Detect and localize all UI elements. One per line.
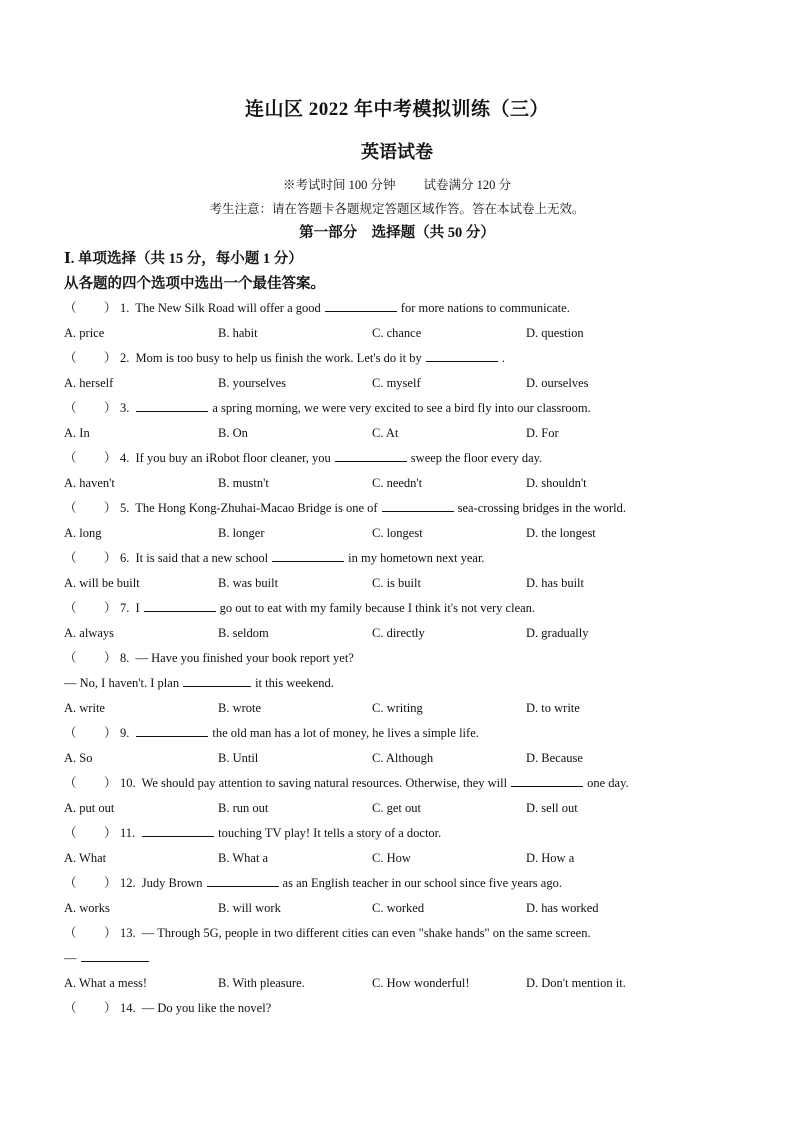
- answer-option[interactable]: C. directly: [372, 626, 425, 640]
- paren-open: （: [64, 451, 77, 465]
- paren-open: （: [64, 601, 77, 615]
- answer-option[interactable]: A. What: [64, 851, 107, 865]
- option-row: [64, 698, 744, 723]
- question-number: 8.: [120, 651, 130, 665]
- paren-open: （: [64, 651, 77, 665]
- answer-option[interactable]: A. will be built: [64, 576, 140, 590]
- answer-paren[interactable]: [64, 348, 120, 368]
- question-number: 2.: [120, 351, 130, 365]
- question-text: sweep the floor every day.: [410, 451, 543, 465]
- answer-option[interactable]: D. shouldn't: [526, 476, 587, 490]
- answer-option[interactable]: C. myself: [372, 376, 421, 390]
- answer-option[interactable]: D. For: [526, 426, 559, 440]
- answer-paren[interactable]: [64, 498, 120, 518]
- option-row: [64, 973, 744, 998]
- section-heading: Ⅰ. 单项选择（共 15 分，每小题 1 分）: [64, 251, 303, 267]
- answer-option[interactable]: D. has built: [526, 576, 584, 590]
- exam-score: 试卷满分 120 分: [423, 178, 512, 192]
- answer-option[interactable]: C. get out: [372, 801, 421, 815]
- paren-open: （: [64, 301, 77, 315]
- paren-close: ）: [104, 651, 117, 665]
- exam-title: 连山区 2022 年中考模拟训练（三）: [244, 99, 549, 120]
- question-stem: [64, 998, 744, 1023]
- answer-option[interactable]: C. longest: [372, 526, 423, 540]
- answer-option[interactable]: B. On: [218, 426, 248, 440]
- question-number: 10.: [120, 776, 136, 790]
- answer-paren[interactable]: [64, 448, 120, 468]
- answer-option[interactable]: D. ourselves: [526, 376, 589, 390]
- answer-option[interactable]: C. How: [372, 851, 411, 865]
- dialog-text: —: [64, 951, 77, 965]
- question-text: Judy Brown: [138, 876, 203, 890]
- question-text: the old man has a lot of money, he lives a simple life.: [212, 726, 479, 740]
- answer-option[interactable]: B. habit: [218, 326, 258, 340]
- answer-option[interactable]: B. will work: [218, 901, 281, 915]
- paren-open: （: [64, 776, 77, 790]
- paren-close: ）: [104, 601, 117, 615]
- answer-option[interactable]: B. What a: [218, 851, 269, 865]
- answer-option[interactable]: C. worked: [372, 901, 425, 915]
- answer-paren[interactable]: [64, 598, 120, 618]
- question-number: 3.: [120, 401, 130, 415]
- answer-option[interactable]: B. seldom: [218, 626, 269, 640]
- dialog-text: — No, I haven't. I plan: [64, 676, 180, 690]
- answer-option[interactable]: A. What a mess!: [64, 976, 148, 990]
- question-text: .: [501, 351, 505, 365]
- answer-option[interactable]: A. put out: [64, 801, 115, 815]
- exam-info: [0, 175, 794, 193]
- option-row: [64, 373, 744, 398]
- question-text: — Have you finished your book report yet?: [132, 651, 354, 665]
- question-stem: [64, 448, 744, 473]
- question-number: 14.: [120, 1001, 136, 1015]
- answer-option[interactable]: D. sell out: [526, 801, 578, 815]
- paren-open: （: [64, 351, 77, 365]
- answer-option[interactable]: B. longer: [218, 526, 265, 540]
- option-row: [64, 473, 744, 498]
- answer-option[interactable]: D. Because: [526, 751, 583, 765]
- answer-option[interactable]: D. How a: [526, 851, 575, 865]
- option-row: [64, 323, 744, 348]
- paren-open: （: [64, 1001, 77, 1015]
- answer-blank[interactable]: [272, 548, 344, 562]
- answer-paren[interactable]: [64, 823, 120, 843]
- exam-time: ※考试时间 100 分钟: [282, 178, 396, 192]
- question-number: 6.: [120, 551, 130, 565]
- question-text: as an English teacher in our school since five years ago.: [282, 876, 562, 890]
- paren-close: ）: [104, 726, 117, 740]
- paren-open: （: [64, 401, 77, 415]
- question-number: 1.: [120, 301, 130, 315]
- paren-open: （: [64, 501, 77, 515]
- question-number: 9.: [120, 726, 130, 740]
- question-text: sea-crossing bridges in the world.: [457, 501, 626, 515]
- answer-blank[interactable]: [325, 298, 397, 312]
- answer-blank[interactable]: [183, 673, 251, 687]
- option-row: [64, 798, 744, 823]
- question-text: The New Silk Road will offer a good: [132, 301, 321, 315]
- question-stem: [64, 923, 744, 948]
- question-number: 13.: [120, 926, 136, 940]
- option-row: [64, 623, 744, 648]
- question-text: in my hometown next year.: [348, 551, 485, 565]
- question-text: touching TV play! It tells a story of a doctor.: [218, 826, 442, 840]
- option-row: [64, 523, 744, 548]
- question-text: I: [132, 601, 140, 615]
- answer-option[interactable]: A. In: [64, 426, 90, 440]
- paren-open: （: [64, 926, 77, 940]
- question-stem: [64, 723, 744, 748]
- answer-option[interactable]: A. price: [64, 326, 105, 340]
- question-dialog: [64, 948, 744, 973]
- dialog-text: it this weekend.: [255, 676, 334, 690]
- answer-option[interactable]: B. wrote: [218, 701, 262, 715]
- paren-close: ）: [104, 1001, 117, 1015]
- question-number: 5.: [120, 501, 130, 515]
- question-number: 4.: [120, 451, 130, 465]
- paren-close: ）: [104, 351, 117, 365]
- option-row: [64, 898, 744, 923]
- paren-open: （: [64, 726, 77, 740]
- answer-blank[interactable]: [81, 948, 149, 962]
- question-stem: [64, 548, 744, 573]
- paren-open: （: [64, 551, 77, 565]
- answer-option[interactable]: D. question: [526, 326, 584, 340]
- question-text: go out to eat with my family because I think it's not very clean.: [219, 601, 536, 615]
- paren-close: ）: [104, 451, 117, 465]
- option-row: [64, 848, 744, 873]
- answer-option[interactable]: A. works: [64, 901, 110, 915]
- question-dialog: [64, 673, 744, 698]
- answer-paren[interactable]: [64, 548, 120, 568]
- answer-option[interactable]: B. was built: [218, 576, 279, 590]
- paren-open: （: [64, 826, 77, 840]
- question-number: 12.: [120, 876, 136, 890]
- question-number: 7.: [120, 601, 130, 615]
- answer-option[interactable]: C. chance: [372, 326, 422, 340]
- section-instruction: 从各题的四个选项中选出一个最佳答案。: [64, 276, 325, 292]
- answer-option[interactable]: A. herself: [64, 376, 114, 390]
- answer-option[interactable]: A. haven't: [64, 476, 115, 490]
- answer-option[interactable]: A. always: [64, 626, 114, 640]
- paren-close: ）: [104, 876, 117, 890]
- question-text: It is said that a new school: [132, 551, 269, 565]
- question-text: a spring morning, we were very excited to see a bird fly into our classroom.: [212, 401, 591, 415]
- answer-option[interactable]: C. writing: [372, 701, 423, 715]
- answer-blank[interactable]: [144, 598, 216, 612]
- option-row: [64, 748, 744, 773]
- question-text: — Do you like the novel?: [138, 1001, 272, 1015]
- answer-paren[interactable]: [64, 398, 120, 418]
- answer-paren[interactable]: [64, 298, 120, 318]
- question-stem: [64, 598, 744, 623]
- paren-close: ）: [104, 501, 117, 515]
- question-list: [64, 298, 744, 1023]
- question-stem: [64, 348, 744, 373]
- question-text: We should pay attention to saving natural resources. Otherwise, they will: [138, 776, 508, 790]
- answer-option[interactable]: D. Don't mention it.: [526, 976, 626, 990]
- option-row: [64, 423, 744, 448]
- paren-close: ）: [104, 826, 117, 840]
- question-stem: [64, 498, 744, 523]
- answer-paren[interactable]: [64, 998, 120, 1018]
- answer-option[interactable]: C. At: [372, 426, 399, 440]
- question-text: The Hong Kong-Zhuhai-Macao Bridge is one of: [132, 501, 378, 515]
- exam-subtitle: 英语试卷: [361, 142, 433, 162]
- answer-option[interactable]: D. has worked: [526, 901, 599, 915]
- answer-paren[interactable]: [64, 648, 120, 668]
- paren-close: ）: [104, 776, 117, 790]
- question-number: 11.: [120, 826, 136, 840]
- option-row: [64, 573, 744, 598]
- answer-option[interactable]: D. gradually: [526, 626, 589, 640]
- answer-option[interactable]: C. How wonderful!: [372, 976, 470, 990]
- question-text: one day.: [587, 776, 629, 790]
- question-text: Mom is too busy to help us finish the work. Let's do it by: [132, 351, 422, 365]
- answer-option[interactable]: D. to write: [526, 701, 580, 715]
- answer-blank[interactable]: [136, 398, 208, 412]
- question-stem: [64, 873, 744, 898]
- answer-paren[interactable]: [64, 773, 120, 793]
- part-heading: 第一部分 选择题（共 50 分）: [299, 225, 495, 241]
- question-stem: [64, 648, 744, 673]
- paren-close: ）: [104, 926, 117, 940]
- answer-paren[interactable]: [64, 923, 120, 943]
- answer-paren[interactable]: [64, 873, 120, 893]
- answer-option[interactable]: B. Until: [218, 751, 259, 765]
- answer-paren[interactable]: [64, 723, 120, 743]
- answer-blank[interactable]: [335, 448, 407, 462]
- paren-close: ）: [104, 401, 117, 415]
- paren-open: （: [64, 876, 77, 890]
- answer-option[interactable]: B. With pleasure.: [218, 976, 305, 990]
- answer-option[interactable]: B. mustn't: [218, 476, 269, 490]
- question-stem: [64, 773, 744, 798]
- question-stem: [64, 298, 744, 323]
- question-text: for more nations to communicate.: [400, 301, 570, 315]
- answer-option[interactable]: A. write: [64, 701, 105, 715]
- answer-blank[interactable]: [382, 498, 454, 512]
- answer-option[interactable]: C. is built: [372, 576, 421, 590]
- paren-close: ）: [104, 301, 117, 315]
- answer-option[interactable]: A. So: [64, 751, 93, 765]
- answer-blank[interactable]: [142, 823, 214, 837]
- question-stem: [64, 398, 744, 423]
- question-stem: [64, 823, 744, 848]
- answer-option[interactable]: A. long: [64, 526, 102, 540]
- answer-blank[interactable]: [136, 723, 208, 737]
- answer-blank[interactable]: [207, 873, 279, 887]
- answer-option[interactable]: C. Although: [372, 751, 434, 765]
- question-text: If you buy an iRobot floor cleaner, you: [132, 451, 331, 465]
- answer-option[interactable]: B. run out: [218, 801, 269, 815]
- question-text: — Through 5G, people in two different cities can even "shake hands" on the same screen.: [138, 926, 591, 940]
- answer-blank[interactable]: [511, 773, 583, 787]
- answer-blank[interactable]: [426, 348, 498, 362]
- paren-close: ）: [104, 551, 117, 565]
- exam-notice: 考生注意：请在答题卡各题规定答题区域作答。答在本试卷上无效。: [209, 201, 585, 216]
- answer-option[interactable]: D. the longest: [526, 526, 596, 540]
- answer-option[interactable]: C. needn't: [372, 476, 423, 490]
- answer-option[interactable]: B. yourselves: [218, 376, 287, 390]
